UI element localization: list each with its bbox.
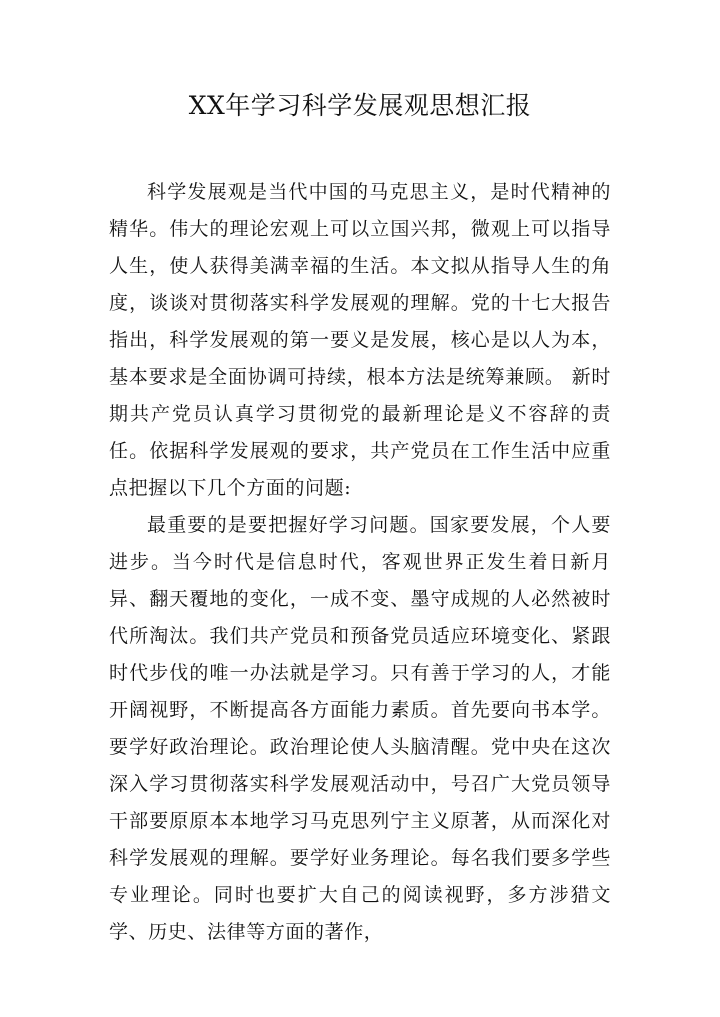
paragraph-2: 最重要的是要把握好学习问题。国家要发展，个人要进步。当今时代是信息时代，客观世界正发生着日新月异、翻天覆地的变化，一成不变、墨守成规的人必然被时代所淘汰。我们共产党员和预备党员适应环境变化、紧跟时代步伐的唯一办法就是学习。只有善于学习的人，才能开阔视野，不断提高各方面能力素质。首先要向书本学。要学好政治理论。政治理论使人头脑清醒。党中央在这次深入学习贯彻落实科学发展观活动中，号召广大党员领导干部要原原本本地学习马克思列宁主义原著，从而深化对科学发展观的理解。要学好业务理论。每名我们要多学些专业理论。同时也要扩大自己的阅读视野，多方涉猎文学、历史、法律等方面的著作， xyxy=(109,514,611,943)
document-title: XX年学习科学发展观思想汇报 xyxy=(188,91,532,120)
document-body xyxy=(109,174,611,951)
paragraph-1: 科学发展观是当代中国的马克思主义，是时代精神的精华。伟大的理论宏观上可以立国兴邦，微观上可以指导人生，使人获得美满幸福的生活。本文拟从指导人生的角度，谈谈对贯彻落实科学发展观的理解。党的十七大报告指出，科学发展观的第一要义是发展，核心是以人为本，基本要求是全面协调可持续，根本方法是统筹兼顾。 新时期共产党员认真学习贯彻党的最新理论是义不容辞的责任。依据科学发展观的要求，共产党员在工作生活中应重点把握以下几个方面的问题: xyxy=(109,181,611,499)
